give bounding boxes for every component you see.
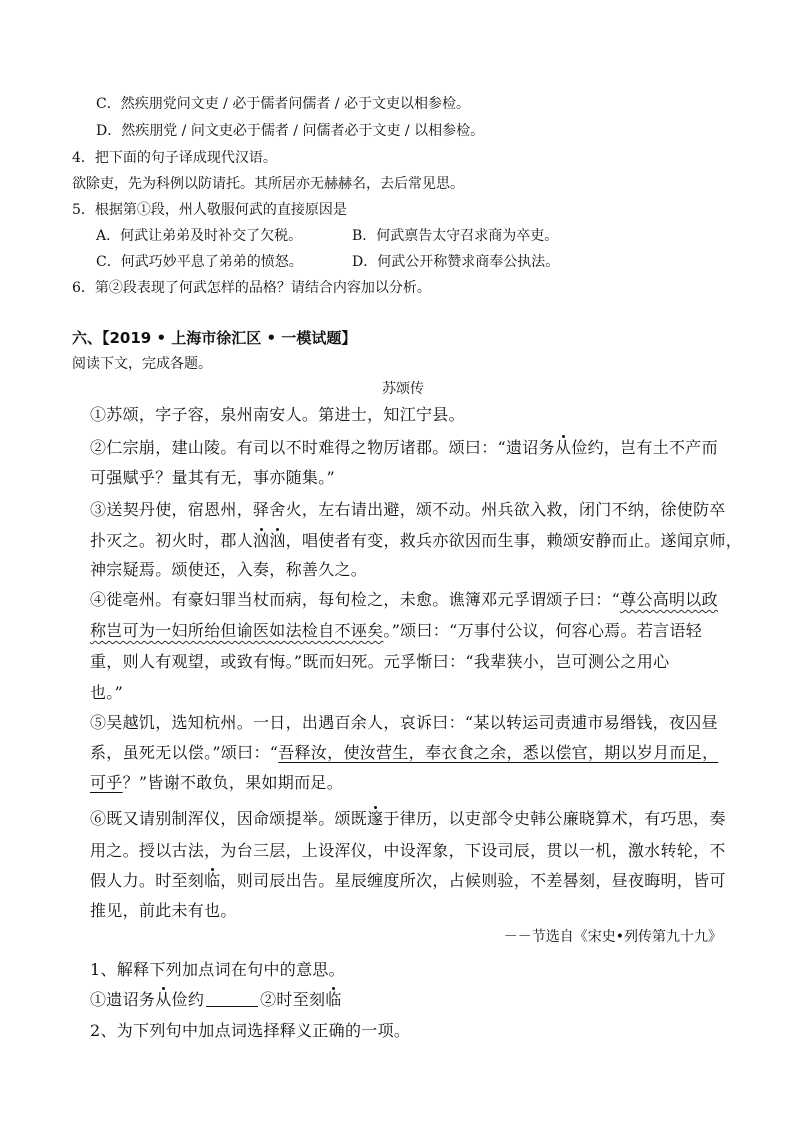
paragraph-3-text: 扑灭之。初火时，郡人: [90, 531, 254, 550]
q5-option-a: A．何武让弟弟及时补交了欠税。: [96, 228, 303, 244]
item-2-text: ②时至刻: [260, 990, 326, 1009]
q6-prompt: 6．第②段表现了何武怎样的品格？请结合内容加以分析。: [72, 280, 431, 296]
paragraph-4-text: ④徙亳州。有豪妇罪当杖而病，每旬检之，未愈。谯簿邓元孚谓颂子曰：“: [90, 590, 621, 609]
q4-prompt: 4．把下面的句子译成现代汉语。: [72, 150, 277, 166]
paragraph-6-text-end: 于律历，以吏部令史韩公廉晓算术，有巧思，奏: [383, 809, 726, 828]
q3-option-d: D．然疾朋党 / 问文吏必于儒者 / 问儒者必于文吏 / 以相参检。: [96, 123, 485, 139]
wavy-underlined-sentence: 尊公高明以政: [620, 590, 718, 609]
q3-option-c: C．然疾朋党问文吏 / 必于儒者问儒者 / 必于文吏以相参检。: [96, 96, 470, 112]
paragraph-2-line-1: [90, 440, 718, 456]
underlined-sentence: 可乎: [90, 773, 123, 792]
q5-prompt: 5．根据第①段，州人敬服何武的直接原因是: [72, 202, 347, 218]
item-1-text-end: 俭约: [171, 990, 205, 1009]
paragraph-4-line-4: 也。”: [90, 683, 124, 702]
paragraph-6-text: ⑥既又请别制浑仪，因命颂提举。颂既: [90, 809, 368, 828]
paragraph-2-line-2: 可强赋乎？量其有无，事亦随集。”: [90, 468, 335, 487]
paragraph-5-text: ？”皆谢不敢负，果如期而足。: [122, 773, 343, 792]
paragraph-6-line-1: [90, 811, 726, 827]
paragraph-6-line-2: 用之。授以古法，为台三层，上设浑仪，中设浑象，下设司辰，贯以一机，激水转轮，不: [90, 841, 726, 860]
paragraph-3-line-2: [90, 533, 742, 549]
dotted-char: 临: [325, 990, 342, 1009]
paragraph-5-line-3: [90, 775, 343, 791]
article-source: －－节选自《宋史•列传第九十九》: [503, 929, 722, 945]
paragraph-6-text-end: ，则司辰出告。星辰缠度所次，占候则验，不差晷刻，昼夜晦明，皆可: [220, 871, 726, 890]
dotted-char: 汹: [269, 531, 286, 550]
paragraph-2-text: ②仁宗崩，建山陵。有司以不时难得之物厉诸郡。颂曰：“遗诏务: [90, 438, 555, 457]
paragraph-3-line-1: ③送契丹使，宿恩州，驿舍火，左右请出避，颂不动。州兵欲入救，闭门不纳，徐使防卒: [90, 500, 726, 519]
paragraph-6-line-4: 推见，前此未有也。: [90, 901, 237, 920]
paragraph-5-line-2: [90, 745, 718, 761]
paragraph-4-text: 。”颂曰：“万事付公议，何容心焉。若言语轻: [383, 621, 703, 640]
question-1-prompt: 1、解释下列加点词在句中的意思。: [90, 960, 345, 979]
question-2-prompt: 2、为下列句中加点词选择释义正确的一项。: [90, 1021, 411, 1040]
article-title: 苏颂传: [382, 381, 424, 397]
underlined-sentence: 吾释汝，使汝营生，奉衣食之余，悉以偿官，期以岁月而足，: [278, 743, 719, 762]
paragraph-4-line-2: [90, 623, 702, 639]
dotted-char: 汹: [253, 531, 270, 550]
paragraph-6-line-3: [90, 873, 726, 889]
paragraph-3-line-3: 神宗疑焉。颂使还，入奏，称善久之。: [90, 560, 368, 579]
section-heading: 六、【2019 • 上海市徐汇区 • 一模试题】: [72, 329, 357, 347]
item-1-text: ①遗诏务: [90, 990, 156, 1009]
paragraph-1: ①苏颂，字子容，泉州南安人。第进士，知江宁县。: [90, 405, 465, 424]
paragraph-4-line-1: [90, 592, 718, 608]
answer-blank[interactable]: [206, 992, 258, 1007]
paragraph-2-text-end: 俭约，岂有土不产而: [571, 438, 718, 457]
paragraph-6-text: 假人力。时至刻: [90, 871, 205, 890]
dotted-char: 邃: [367, 809, 384, 828]
paragraph-5-line-1: ⑤吴越饥，选知杭州。一日，出遇百余人，哀诉曰：“某以转运司责逋市易缗钱，夜囚昼: [90, 713, 718, 732]
wavy-underlined-sentence: 称岂可为一妇所绐但谕医如法检自不诬矣: [90, 621, 384, 640]
q4-sentence: 欲除吏，先为科例以防请托。其所居亦无赫赫名，去后常见思。: [72, 176, 464, 192]
dotted-char: 从: [554, 438, 572, 457]
paragraph-3-text-end: ，唱使者有变，救兵亦欲因而生事，赖颂安静而止。遂闻京师，: [285, 531, 743, 550]
dotted-char: 从: [155, 990, 172, 1009]
q5-option-d: D．何武公开称赞求商奉公执法。: [352, 254, 560, 270]
paragraph-4-line-3: 重，则人有观望，或致有悔。”既而妇死。元孚惭曰：“我辈狭小，岂可测公之用心: [90, 652, 670, 671]
dotted-char: 临: [204, 871, 221, 890]
question-1-items: [90, 992, 342, 1008]
q5-option-b: B．何武禀告太守召求商为卒吏。: [352, 228, 559, 244]
paragraph-5-text: 系，虽死无以偿。”颂曰：“: [90, 743, 279, 762]
section-instruction: 阅读下文，完成各题。: [72, 356, 212, 372]
q5-option-c: C．何武巧妙平息了弟弟的愤怒。: [96, 254, 303, 270]
